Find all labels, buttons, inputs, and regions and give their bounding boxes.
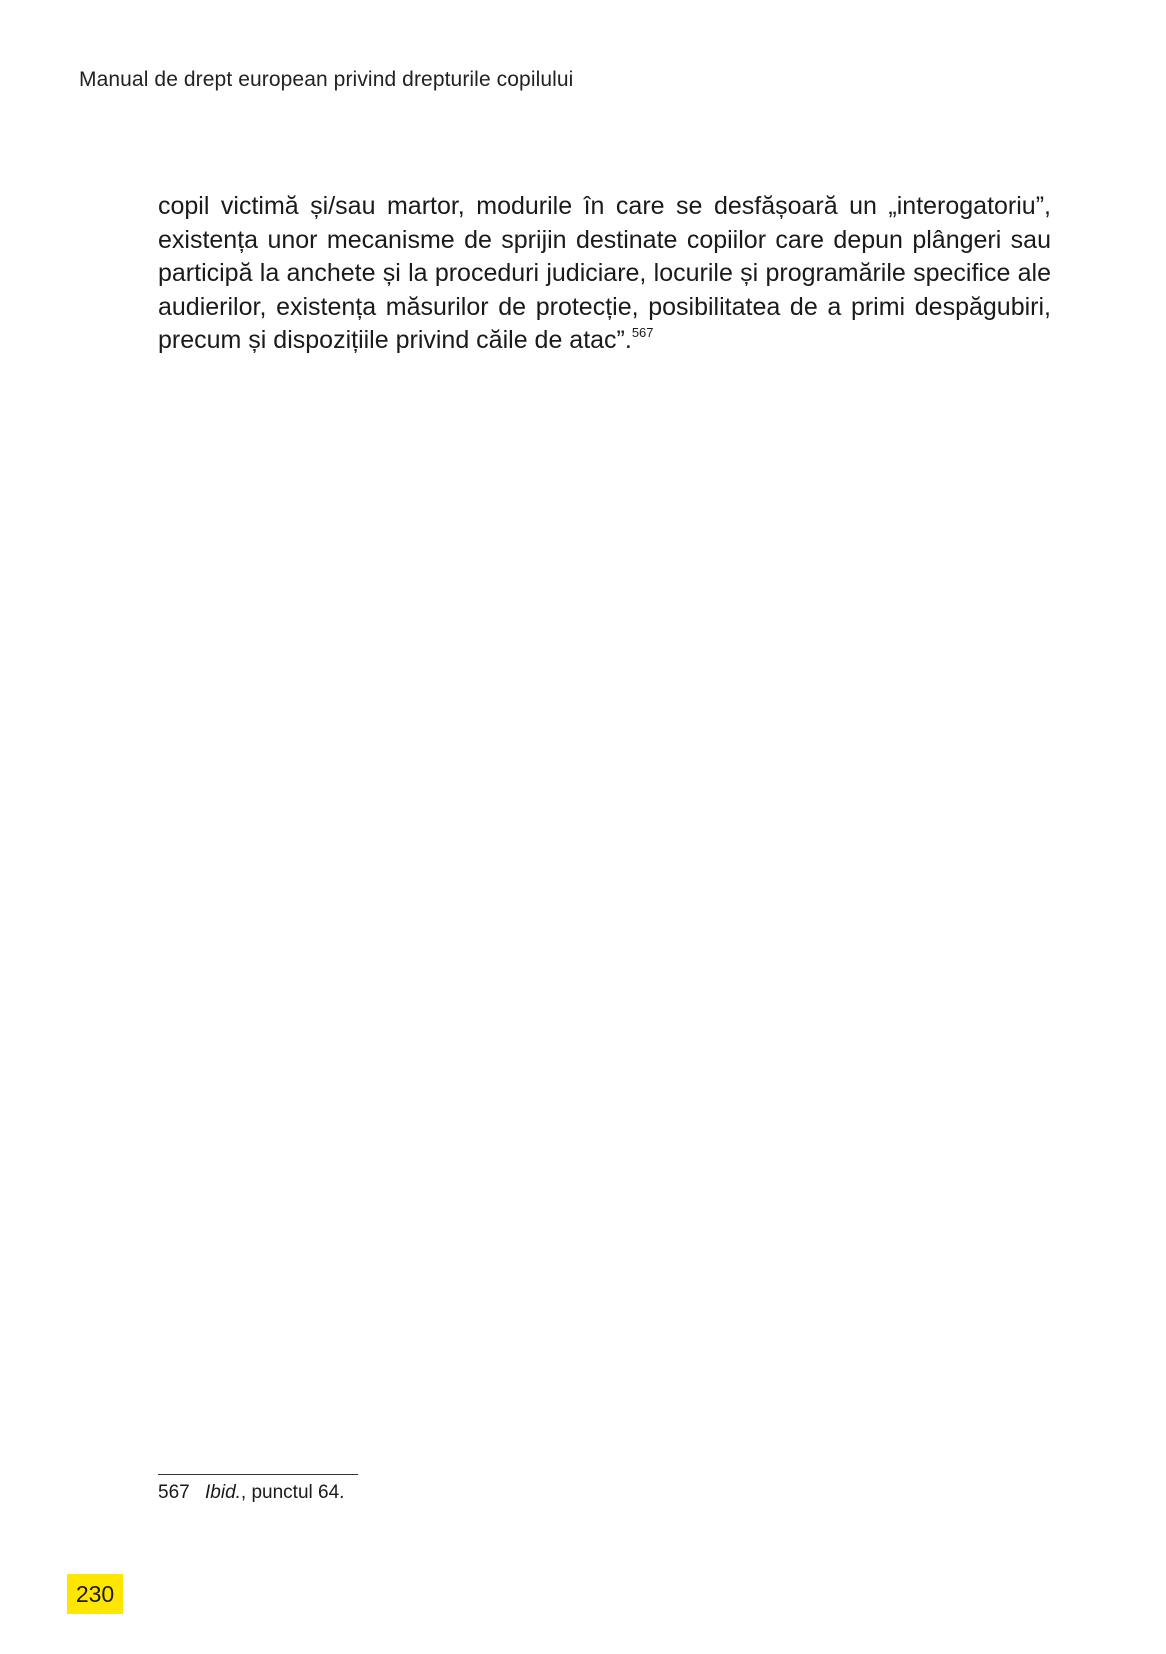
footnote-text: , punctul 64.	[240, 1482, 345, 1503]
body-line: existența unor mecanisme de sprijin destinate copiilor care depun plângeri sau	[158, 225, 1051, 254]
body-line: copil victimă și/sau martor, modurile în care se desfășoară un „interogatoriu”,	[158, 192, 1051, 220]
running-header: Manual de drept european privind drepturile copilului	[79, 68, 574, 91]
footnote-reference[interactable]: 567	[631, 325, 654, 341]
body-line-last	[158, 324, 1051, 358]
footnote-number: 567	[158, 1482, 190, 1503]
body-line: audierilor, existența măsurilor de protecție, posibilitatea de a primi despăgubiri,	[158, 292, 1051, 321]
page-number: 230	[75, 1580, 115, 1607]
body-line-text: precum și dispozițiile privind căile de atac”.	[158, 326, 632, 355]
body-line: participă la anchete și la proceduri judiciare, locurile și programările specifice ale	[158, 259, 1051, 288]
footnote-italic-text: Ibid.	[205, 1482, 241, 1503]
page-number-badge	[67, 1574, 123, 1614]
body-paragraph	[158, 190, 1051, 358]
footnote-divider	[158, 1474, 358, 1475]
footnote	[158, 1482, 344, 1504]
